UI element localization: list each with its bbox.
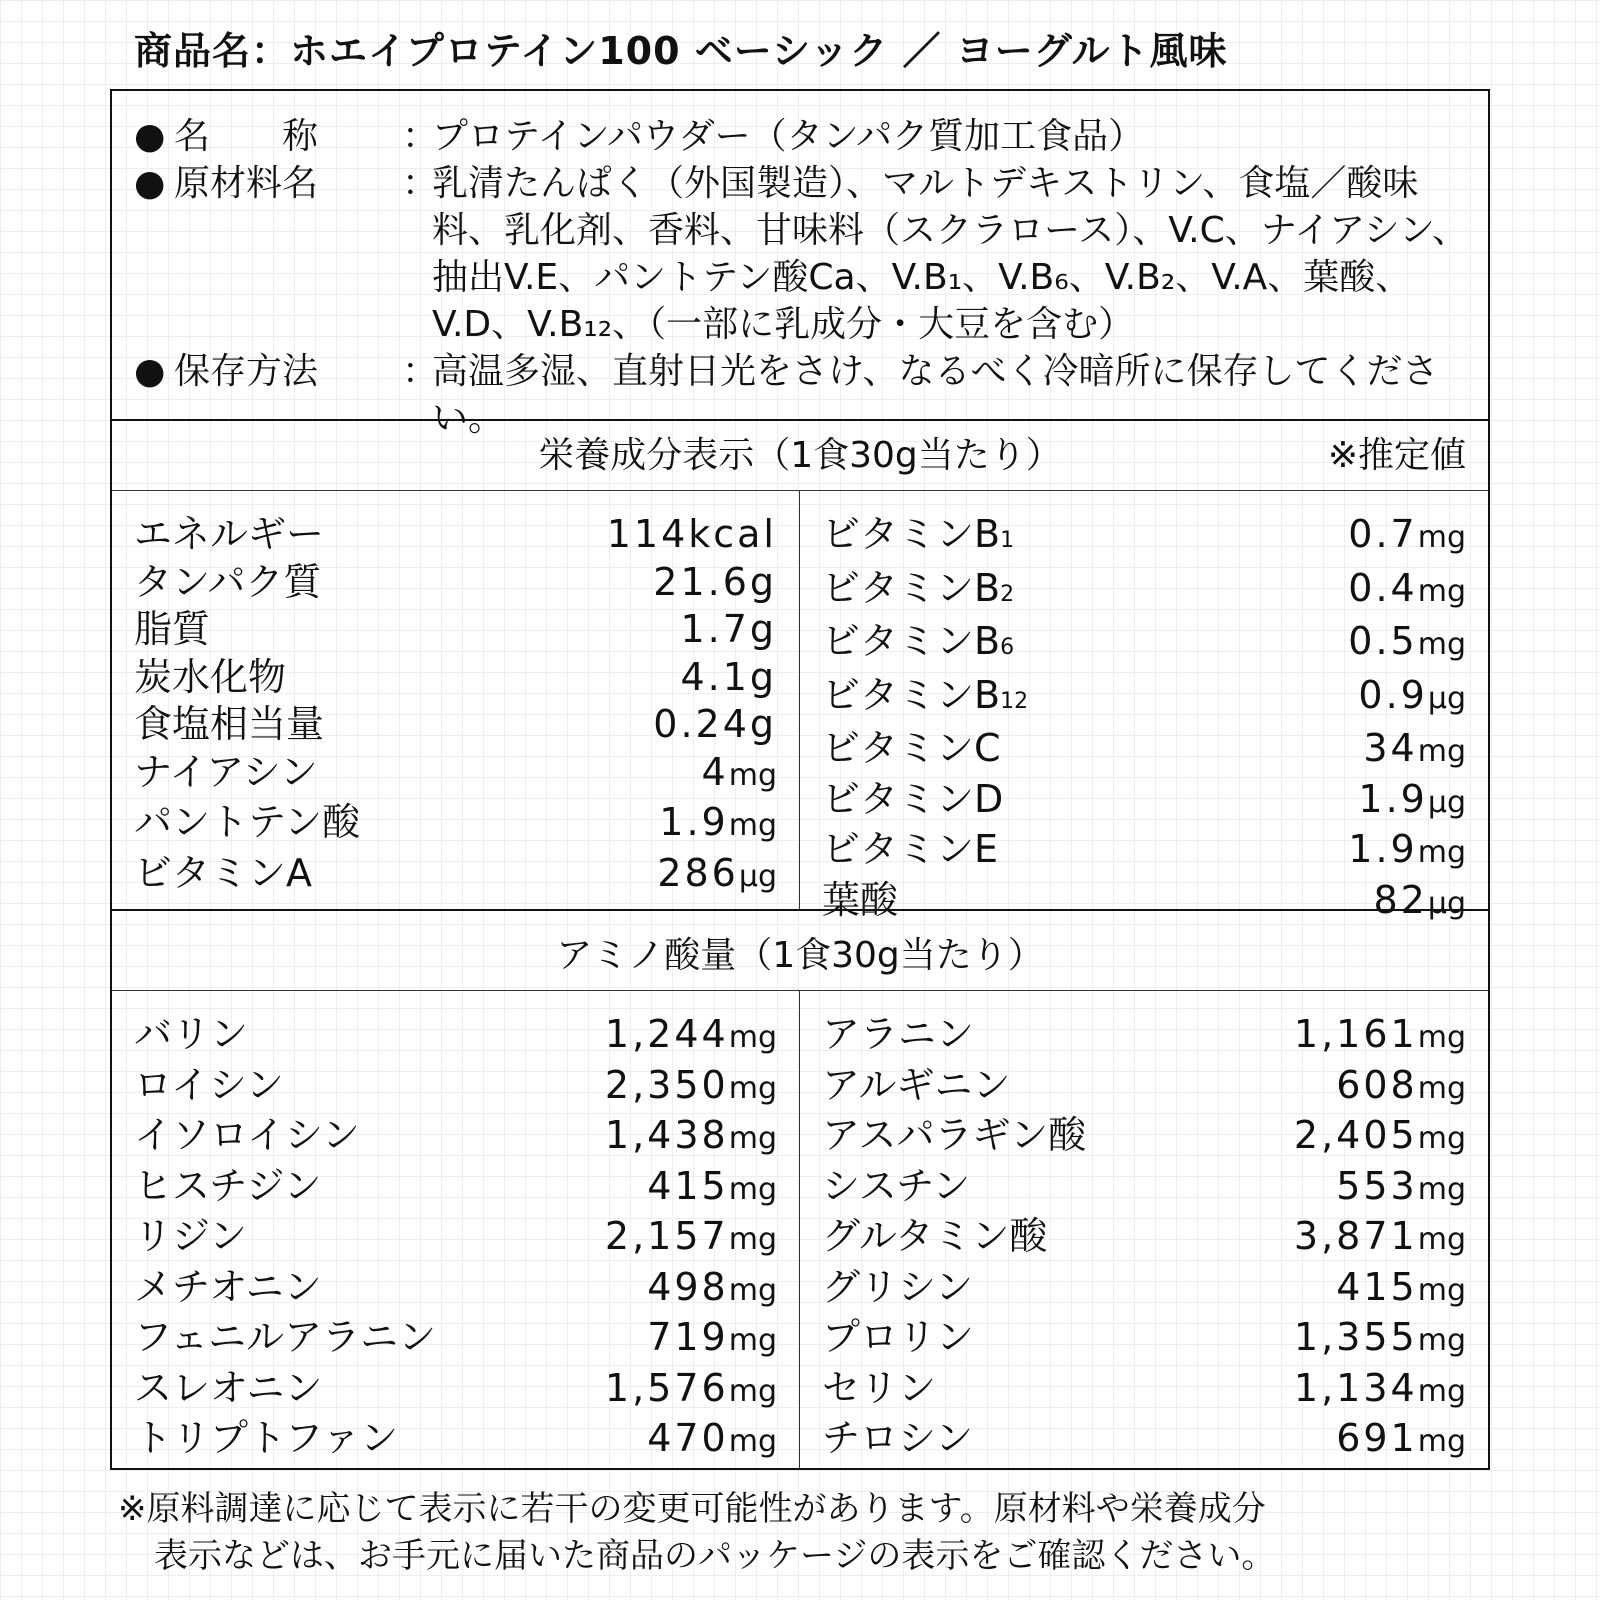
product-info-section [112, 91, 1488, 439]
nutrient-name [822, 1011, 974, 1062]
nutrient-name [134, 654, 286, 702]
nutrient-subscript: 2 [1000, 581, 1015, 607]
table-row [134, 1163, 777, 1214]
amount-unit: mg [728, 1272, 777, 1308]
nutrient-name [822, 1264, 973, 1315]
amount-value: 0.5 [1348, 619, 1418, 663]
nutrient-subscript: 1 [1000, 528, 1015, 553]
amount-value: 286 [657, 850, 739, 895]
nutrient-amount [647, 1415, 777, 1466]
amount-unit: mg [728, 1171, 777, 1207]
amount-unit: μg [1427, 680, 1466, 716]
info-row-ingredients [134, 160, 1488, 348]
amount-unit: mg [1417, 1272, 1466, 1308]
nutrient-name [134, 749, 318, 800]
nutrient-name-text: ヒスチジン [134, 1163, 322, 1208]
nutrient-name [134, 606, 210, 654]
table-row [134, 654, 777, 702]
table-row [134, 1264, 777, 1315]
nutrient-name [822, 1415, 973, 1466]
nutrient-amount [647, 1264, 777, 1315]
table-row [822, 776, 1466, 827]
nutrient-name-text: セリン [822, 1365, 937, 1410]
nutrient-amount [647, 1163, 777, 1214]
nutrient-amount [1294, 1314, 1466, 1365]
estimated-note: ※推定値 [1327, 435, 1466, 476]
nutrient-amount [657, 850, 777, 901]
nutrient-subscript: 12 [1000, 688, 1029, 714]
info-row-name [134, 113, 1488, 160]
info-value: プロテインパウダー（タンパク質加工食品） [432, 116, 1145, 157]
amount-value: 3,871 [1293, 1214, 1418, 1258]
table-row [134, 1213, 777, 1264]
nutrient-amount [1294, 1011, 1466, 1062]
nutrient-name-text: シスチン [822, 1163, 971, 1208]
nutrient-amount [1348, 565, 1466, 619]
amount-value: 0.24g [653, 702, 777, 746]
amount-unit: mg [728, 1121, 777, 1156]
nutrient-name [822, 1213, 1047, 1264]
nutrient-amount [1358, 776, 1466, 827]
nutrient-name [134, 1415, 398, 1466]
table-row [822, 1415, 1466, 1466]
footnote-line-2: 表示などは、お手元に届いた商品のパッケージの表示をご確認ください。 [154, 1536, 1276, 1576]
amount-value: 415 [1336, 1264, 1418, 1309]
table-row [822, 1062, 1466, 1113]
nutrient-name-text: ナイアシン [134, 749, 318, 794]
amount-value: 114kcal [606, 512, 777, 556]
amount-unit: mg [1417, 1424, 1466, 1459]
nutrient-name [822, 618, 1014, 672]
amount-unit: mg [728, 1222, 777, 1257]
amount-value: 1.9 [659, 800, 729, 844]
nutrition-heading [112, 421, 1488, 491]
info-label: 原材料名 [174, 163, 319, 204]
nutrient-name-text: スレオニン [134, 1365, 323, 1410]
table-row [134, 749, 777, 800]
amount-value: 21.6g [653, 559, 777, 604]
nutrient-name-text: パントテン酸 [134, 800, 361, 844]
amount-value: 415 [647, 1163, 729, 1208]
nutrient-amount [1363, 725, 1466, 776]
nutrient-amount [680, 606, 777, 654]
nutrient-name [134, 1213, 247, 1264]
amount-unit: mg [1417, 734, 1466, 769]
amount-value: 553 [1336, 1163, 1418, 1208]
amino-right-column [800, 991, 1488, 1468]
nutrition-right-column [800, 491, 1488, 922]
amount-value: 0.4 [1348, 565, 1418, 610]
nutrient-amount [605, 1011, 777, 1062]
nutrient-name-text: プロリン [822, 1315, 975, 1359]
nutrient-amount [1336, 1264, 1466, 1315]
nutrient-amount [1336, 1062, 1466, 1113]
nutrient-amount [605, 1112, 777, 1163]
nutrient-name-text: タンパク質 [134, 559, 322, 604]
nutrient-amount [680, 654, 777, 702]
table-row [134, 850, 777, 901]
nutrient-amount [1336, 1163, 1466, 1214]
nutrient-amount [1348, 511, 1466, 565]
amino-left-column [112, 991, 800, 1468]
nutrient-name-text: リジン [134, 1214, 248, 1258]
table-row [822, 618, 1466, 672]
label-box [110, 89, 1490, 1470]
amount-unit: mg [1417, 1070, 1466, 1106]
amount-value: 0.9 [1358, 672, 1428, 717]
nutrient-amount [1336, 1415, 1466, 1466]
info-label: 名 称 [174, 116, 319, 157]
nutrient-name-text: ビタミンB [822, 512, 1001, 556]
table-row [822, 672, 1466, 726]
amino-heading [112, 921, 1488, 991]
nutrient-name [822, 725, 1001, 776]
nutrient-name [134, 799, 360, 850]
amount-value: 1,244 [604, 1012, 729, 1056]
nutrient-name [134, 1314, 436, 1365]
nutrient-name [822, 1062, 1010, 1113]
nutrient-name-text: ビタミンB [822, 565, 1001, 610]
nutrient-name-text: グリシン [822, 1264, 974, 1309]
nutrient-name [134, 701, 324, 749]
nutrition-table [112, 491, 1488, 922]
amount-value: 2,350 [604, 1062, 729, 1107]
table-row [822, 826, 1466, 877]
nutrient-name-text: ビタミンE [822, 827, 999, 871]
nutrient-name-text: アラニン [822, 1012, 975, 1056]
nutrient-name-text: フェニルアラニン [134, 1315, 437, 1359]
amount-unit: mg [728, 1424, 777, 1459]
amount-unit: mg [1417, 1222, 1466, 1257]
nutrient-name-text: エネルギー [134, 512, 325, 556]
nutrient-name-text: グルタミン酸 [822, 1214, 1048, 1258]
info-label: 保存方法 [174, 351, 319, 392]
footnote [118, 1486, 1488, 1580]
table-row [822, 1264, 1466, 1315]
table-row [822, 1314, 1466, 1365]
nutrient-name-text: ビタミンB [822, 619, 1001, 663]
table-row [822, 877, 1466, 928]
nutrient-name-text: イソロイシン [134, 1113, 360, 1157]
nutrient-name-text: 食塩相当量 [134, 702, 325, 746]
nutrient-amount [1294, 1112, 1466, 1163]
nutrient-amount [607, 511, 777, 559]
amount-value: 4.1g [680, 654, 777, 699]
table-row [134, 1314, 777, 1365]
amino-title: アミノ酸量（1食30g当たり） [556, 935, 1044, 976]
table-row [822, 1112, 1466, 1163]
nutrient-name-text: アスパラギン酸 [822, 1113, 1087, 1157]
amino-table [112, 991, 1488, 1468]
table-row [134, 559, 777, 607]
nutrient-amount [659, 799, 777, 850]
nutrient-name [134, 1264, 322, 1315]
nutrient-name-text: バリン [134, 1012, 249, 1056]
nutrient-amount [702, 749, 777, 800]
info-value: 高温多湿、直射日光をさけ、なるべく冷暗所に保存してください。 [432, 351, 1439, 439]
nutrient-amount [605, 1213, 777, 1264]
amount-value: 4 [701, 749, 729, 794]
nutrient-name-text: ビタミンB [822, 672, 1001, 717]
amount-unit: mg [728, 1070, 777, 1106]
nutrient-name-text: チロシン [822, 1416, 974, 1460]
amount-unit: mg [1417, 1121, 1466, 1156]
nutrition-title: 栄養成分表示（1食30g当たり） [538, 435, 1062, 476]
nutrient-name-text: メチオニン [134, 1264, 322, 1309]
amount-unit: μg [738, 858, 777, 894]
table-row [134, 1415, 777, 1466]
amount-value: 608 [1336, 1062, 1418, 1107]
nutrient-name [134, 1365, 322, 1416]
table-row [134, 701, 777, 749]
bullet-icon: ● [134, 163, 166, 204]
amount-unit: μg [1427, 784, 1466, 820]
amount-unit: mg [1417, 1171, 1466, 1207]
table-row [134, 1365, 777, 1416]
nutrient-name-text: 炭水化物 [134, 654, 287, 699]
bullet-icon: ● [134, 351, 166, 392]
nutrient-name [822, 1112, 1086, 1163]
nutrient-name [134, 1163, 322, 1214]
amount-value: 498 [647, 1264, 729, 1309]
table-row [822, 565, 1466, 619]
amount-unit: mg [1417, 627, 1466, 662]
table-row [134, 799, 777, 850]
nutrient-name [822, 511, 1014, 565]
table-row [822, 1011, 1466, 1062]
amount-value: 1.9 [1358, 776, 1428, 821]
nutrient-name [134, 511, 324, 559]
table-row [134, 1112, 777, 1163]
nutrient-amount [653, 701, 777, 749]
amount-unit: mg [1417, 1373, 1466, 1409]
amount-value: 1,576 [604, 1365, 729, 1410]
table-row [822, 511, 1466, 565]
nutrient-name [134, 850, 312, 901]
nutrient-name-text: ビタミンA [134, 850, 312, 895]
nutrient-name [822, 1314, 974, 1365]
nutrient-name-text: トリプトファン [134, 1416, 399, 1460]
nutrient-amount [1358, 672, 1466, 726]
amount-value: 1.9 [1348, 827, 1418, 871]
nutrient-name-text: アルギニン [822, 1062, 1011, 1107]
nutrient-amount [605, 1365, 777, 1416]
bullet-icon: ● [134, 116, 166, 157]
nutrition-left-column [112, 491, 800, 909]
nutrient-name [822, 826, 998, 877]
nutrient-name [134, 1011, 248, 1062]
nutrient-name [134, 559, 321, 607]
amount-unit: mg [1417, 520, 1466, 555]
nutrient-amount [647, 1314, 777, 1365]
amount-value: 691 [1336, 1416, 1418, 1460]
nutrient-name [822, 776, 1003, 827]
info-separator: ： [402, 116, 439, 157]
amount-value: 2,405 [1293, 1113, 1418, 1157]
nutrient-amount [605, 1062, 777, 1113]
table-row [822, 725, 1466, 776]
amount-value: 82 [1373, 877, 1428, 922]
nutrient-amount [1348, 618, 1466, 672]
amount-unit: mg [1417, 835, 1466, 870]
info-value: 乳清たんぱく（外国製造）、マルトデキストリン、食塩／酸味料、乳化剤、香料、甘味料（スクラロース）、V.C、ナイアシン、抽出V.E、パントテン酸Ca、V.B₁、V.B₆、V.B₂、V.A、葉酸、V.D、V.B₁₂、（一部に乳成分・大豆を含む） [432, 163, 1468, 345]
amount-unit: mg [1417, 1323, 1466, 1358]
amount-value: 470 [647, 1416, 729, 1460]
nutrient-name [822, 672, 1028, 726]
amount-unit: mg [728, 1373, 777, 1409]
table-row [822, 1213, 1466, 1264]
amount-unit: mg [1417, 573, 1466, 609]
nutrient-amount [1374, 877, 1467, 928]
footnote-line-1: ※原料調達に応じて表示に若干の変更可能性があります。原材料や栄養成分 [118, 1489, 1266, 1529]
amount-unit: μg [1427, 885, 1466, 921]
nutrient-name-text: 葉酸 [822, 877, 899, 922]
nutrient-subscript: 6 [1000, 635, 1015, 660]
amount-value: 2,157 [604, 1214, 729, 1258]
nutrient-name [822, 1365, 936, 1416]
nutrient-name [822, 877, 898, 928]
nutrient-name-text: ロイシン [134, 1062, 284, 1107]
table-row [134, 1011, 777, 1062]
amount-unit: mg [728, 1323, 777, 1358]
table-row [822, 1163, 1466, 1214]
amount-value: 1.7g [680, 607, 777, 651]
amount-unit: mg [728, 808, 777, 843]
amount-value: 1,355 [1293, 1315, 1418, 1359]
info-separator: ： [402, 163, 439, 204]
info-separator: ： [402, 351, 439, 392]
amount-value: 1,438 [604, 1113, 729, 1157]
amount-value: 719 [647, 1315, 729, 1359]
amount-value: 1,161 [1293, 1012, 1418, 1056]
amount-value: 1,134 [1293, 1365, 1418, 1410]
nutrient-name [134, 1062, 284, 1113]
table-row [134, 1062, 777, 1113]
amount-unit: mg [1417, 1020, 1466, 1055]
nutrient-name [134, 1112, 360, 1163]
amount-unit: mg [728, 1020, 777, 1055]
nutrient-amount [1294, 1365, 1466, 1416]
table-row [134, 511, 777, 559]
table-row [134, 606, 777, 654]
table-row [822, 1365, 1466, 1416]
product-title: 商品名：ホエイプロテイン100 ベーシック ／ ヨーグルト風味 [134, 29, 1228, 73]
nutrient-amount [1348, 826, 1466, 877]
nutrient-name-text: 脂質 [134, 607, 211, 651]
amount-unit: mg [728, 757, 777, 793]
amount-value: 34 [1363, 726, 1418, 770]
nutrient-name [822, 1163, 970, 1214]
nutrient-name-text: ビタミンD [822, 776, 1004, 821]
nutrient-amount [653, 559, 777, 607]
nutrient-name-text: ビタミンC [822, 726, 1001, 770]
nutrient-name [822, 565, 1014, 619]
nutrient-amount [1294, 1213, 1466, 1264]
amount-value: 0.7 [1348, 512, 1418, 556]
